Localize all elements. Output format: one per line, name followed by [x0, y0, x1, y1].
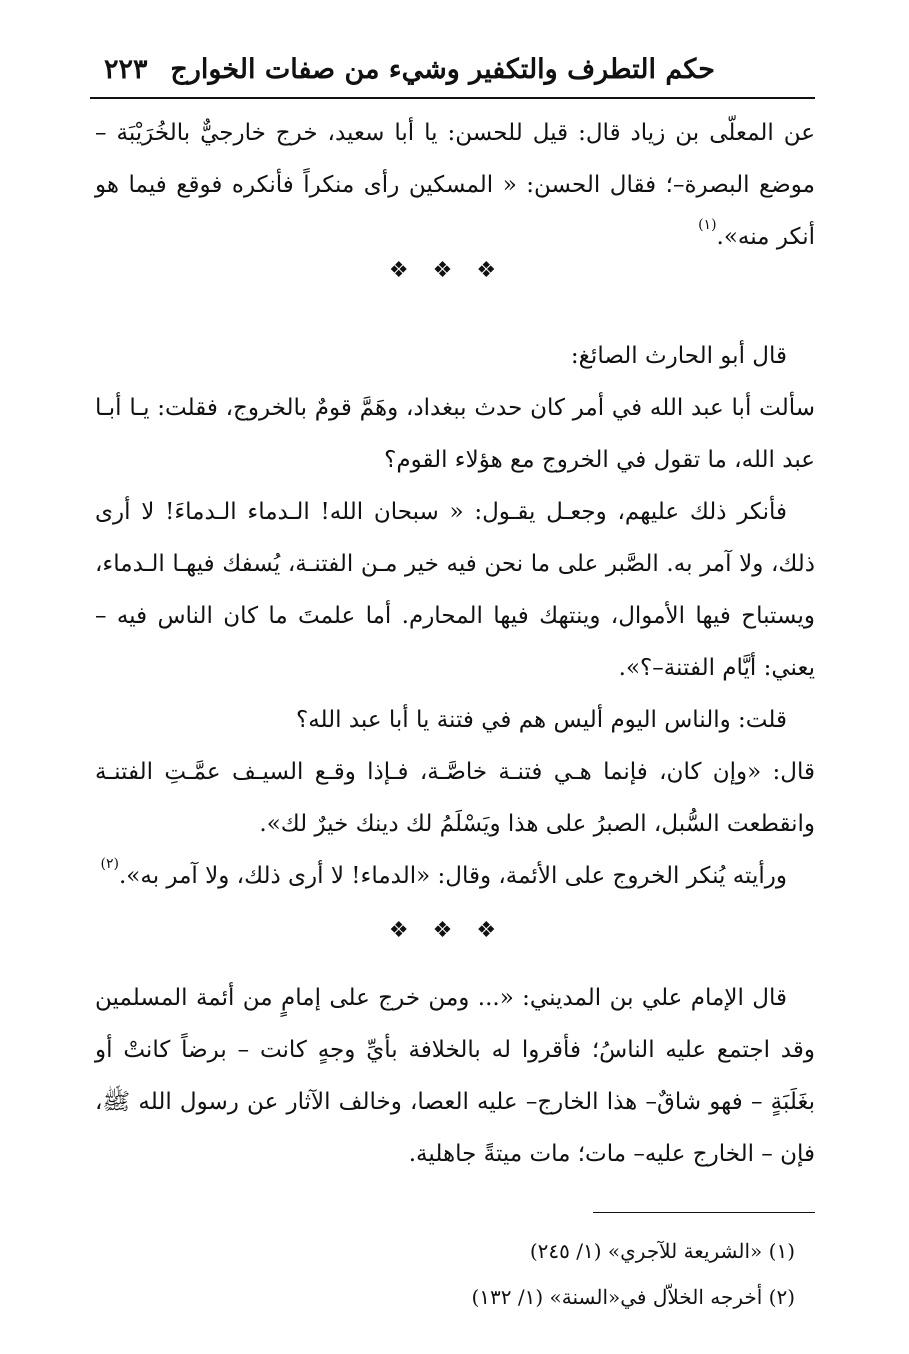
footnote-ref-1: (١) [698, 217, 717, 234]
paragraph-text: عن المعلّى بن زياد قال: قيل للحسن: يا أبا سعيد، خرج خارجيٌّ بالخُرَيْبَة – موضع البصرة–؛ فقال الحسن: « المسكين رأى منكراً فأنكره فوقع فيما هو أنكر منه». [95, 120, 815, 250]
footnote-2: (٢) أخرجه الخلاّل في«السنة» (١/ ١٣٢) [471, 1285, 795, 1309]
running-title: حكم التطرف والتكفير وشيء من صفات الخوارج [170, 54, 715, 85]
page-number: ٢٢٣ [104, 54, 148, 85]
footnote-1: (١) «الشريعة للآجري» (١/ ٢٤٥) [529, 1239, 795, 1263]
paragraph [95, 850, 815, 902]
section-divider: ❖❖❖ [388, 918, 521, 943]
paragraph: سألت أبا عبد الله في أمر كان حدث ببغداد، وهَمَّ قومٌ بالخروج، فقلت: يـا أبـا عبد الله، ما تقول في الخروج مع هؤلاء القوم؟ [95, 395, 815, 473]
section-divider: ❖❖❖ [388, 258, 521, 283]
section-3 [95, 972, 815, 1180]
paragraph: قال: «وإن كان، فإنما هـي فتنـة خاصَّـة، فـإذا وقـع السيـف عمَّـتِ الفتنـة وانقطعت السُّبل، الصبرُ على هذا ويَسْلَمُ لك دينك خيرٌ لك». [95, 759, 815, 837]
footnote-rule [593, 1212, 815, 1213]
paragraph-text: ورأيته يُنكر الخروج على الأئمة، وقال: «الدماء! لا أرى ذلك، ولا آمر به». [118, 863, 787, 889]
paragraph: قلت: والناس اليوم أليس هم في فتنة يا أبا عبد الله؟ [295, 707, 787, 733]
section-1 [95, 107, 815, 263]
header-rule [90, 97, 815, 99]
paragraph: قال الإمام علي بن المديني: «... ومن خرج على إمامٍ من أئمة المسلمين وقد اجتمع عليه الناسُ؛ فأقروا له بالخلافة بأيِّ وجهٍ كانت – برضاً كانتْ أو بغَلَبَةٍ – فهو شاقٌ– هذا الخارج– عليه العصا، وخالف الآثار عن رسول الله ﷺ، فإن – الخارج عليه– مات؛ مات ميتةً جاهلية. [95, 985, 815, 1167]
footnotes [95, 1228, 795, 1320]
paragraph: فأنكر ذلك عليهم، وجعـل يقـول: « سبحان الله! الـدماء الـدماءَ! لا أرى ذلك، ولا آمر به. الصَّبر على ما نحن فيه خير مـن الفتنـة، يُسفك فيهـا الـدماء، ويستباح فيها الأموال، وينتهك فيها المحارم. أما علمتَ ما كان الناس فيه – يعني: أيَّام الفتنة–؟». [95, 499, 815, 681]
footnote-ref-2: (٢) [100, 856, 119, 873]
section-2 [95, 330, 815, 902]
paragraph [95, 107, 815, 263]
paragraph-intro: قال أبو الحارث الصائغ: [570, 343, 787, 369]
running-header [90, 50, 810, 96]
